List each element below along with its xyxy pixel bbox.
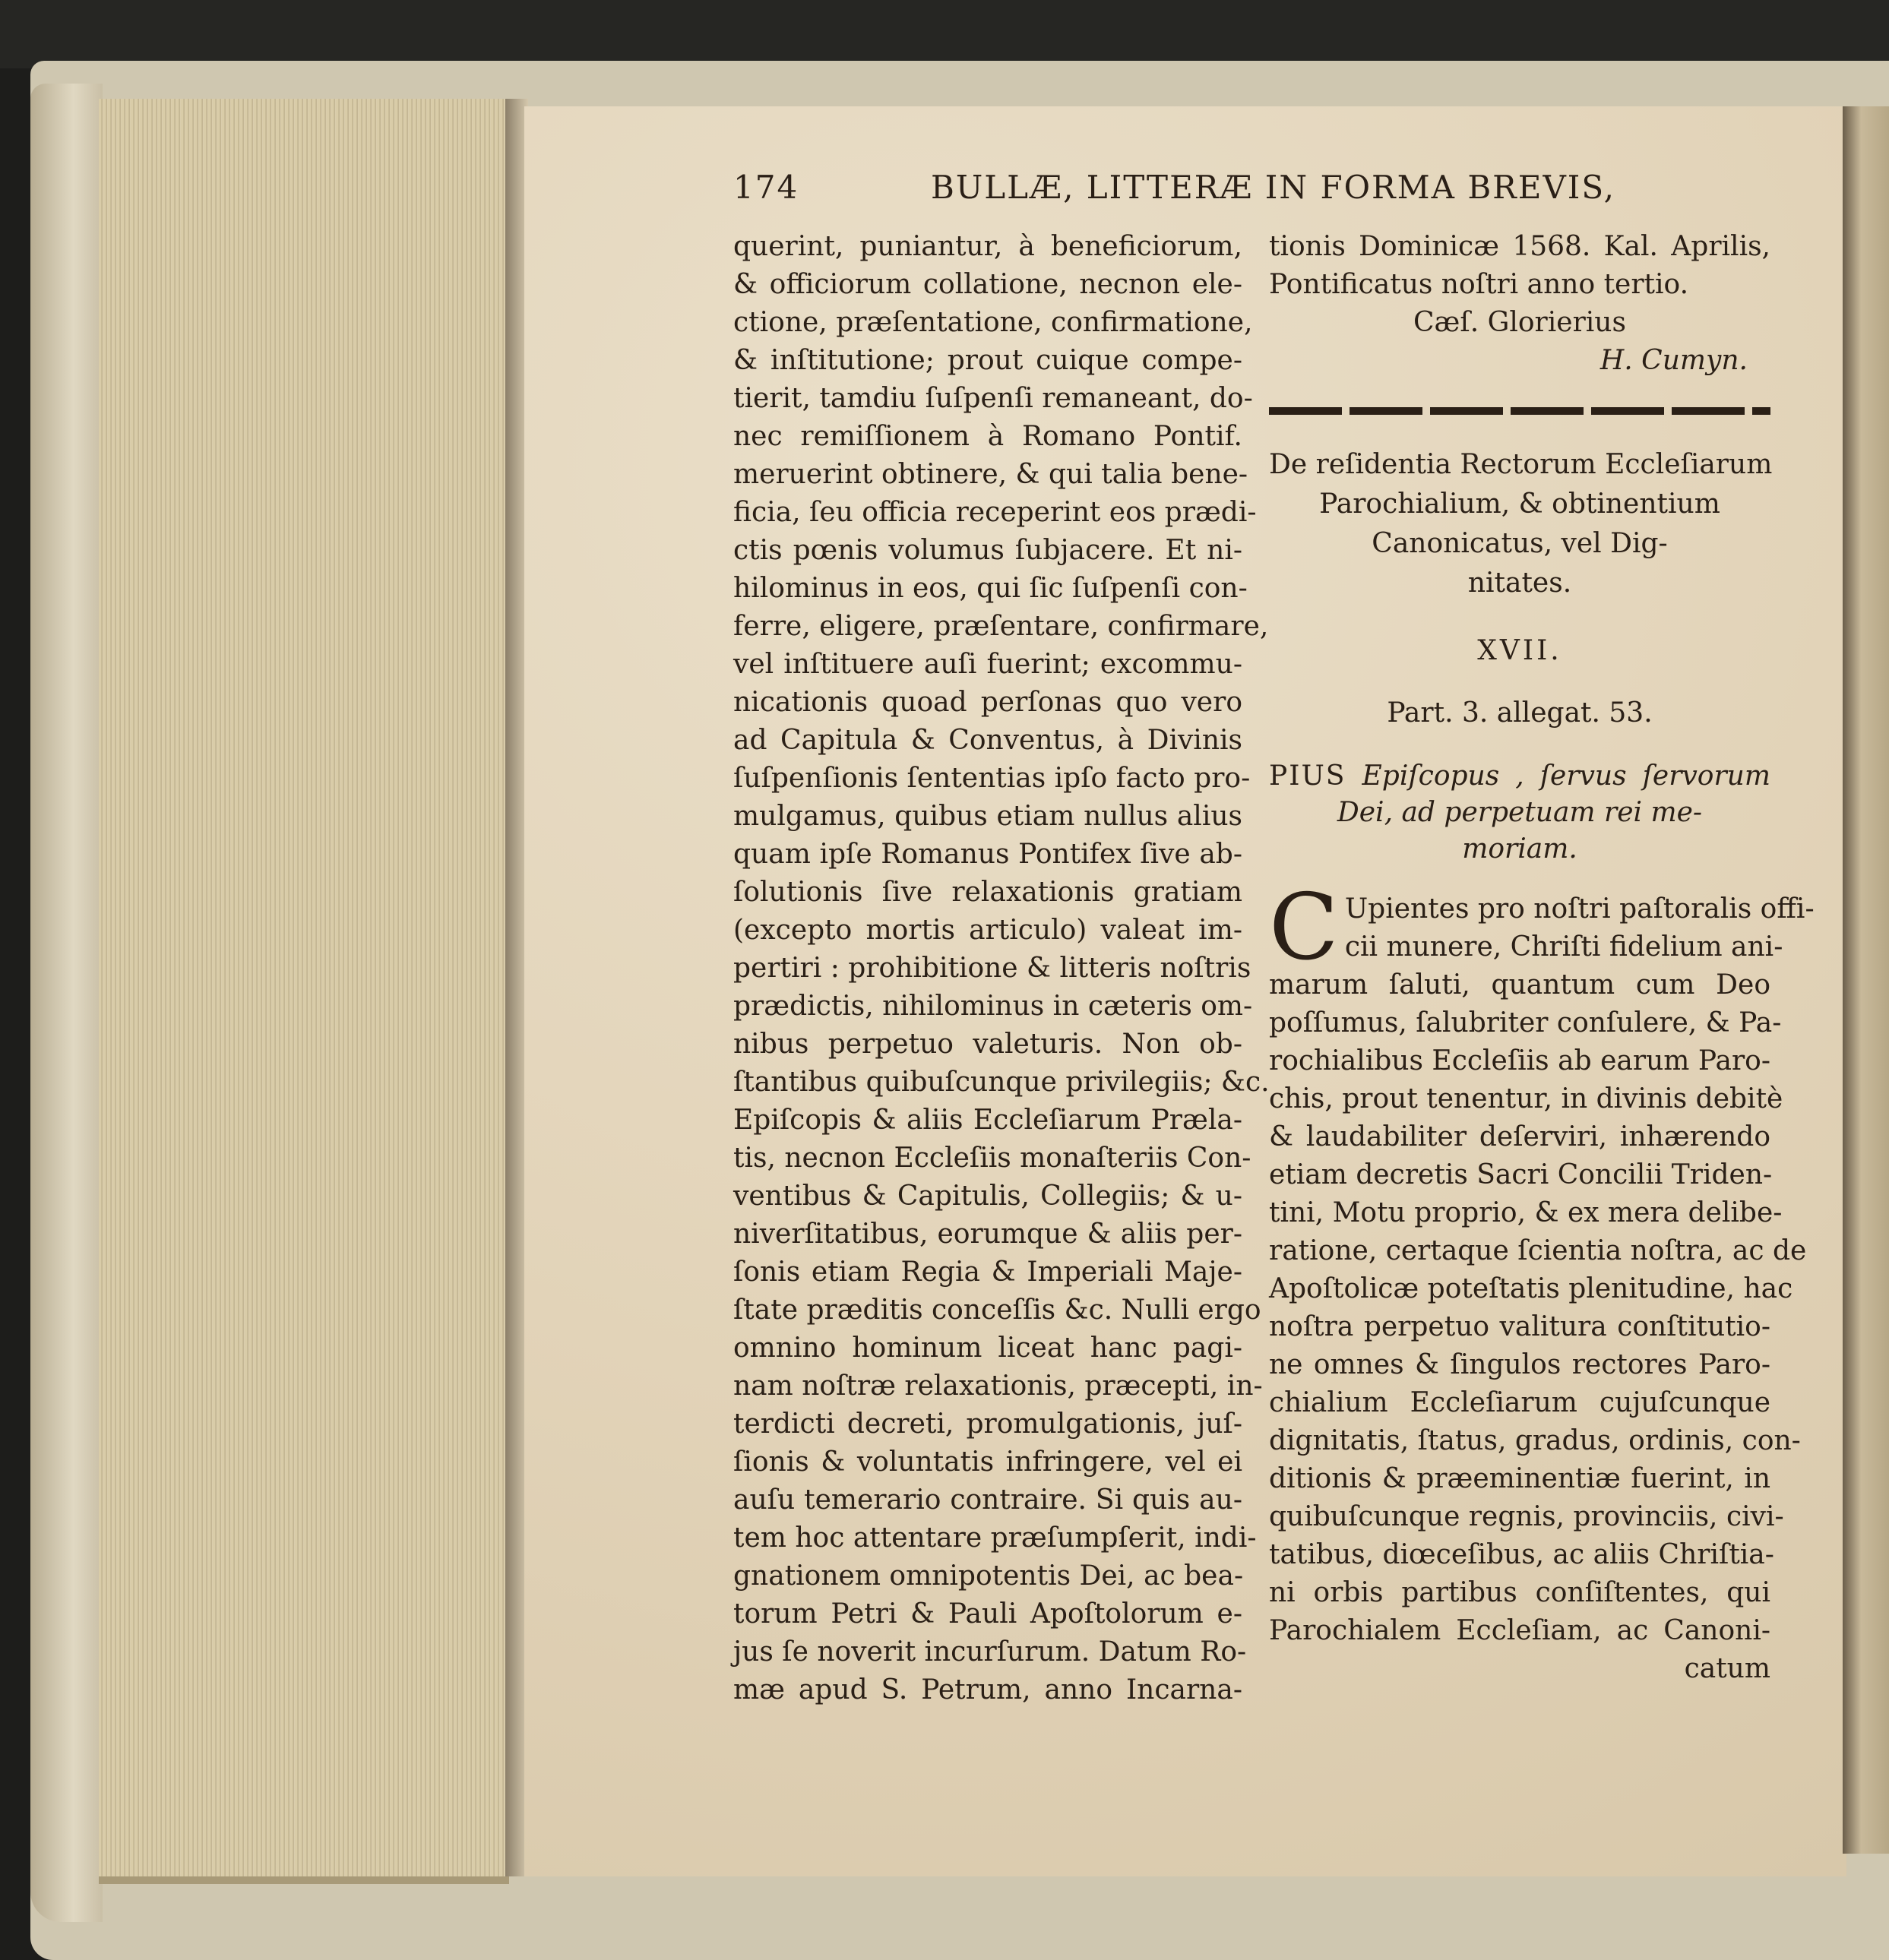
text-line: & laudabiliter deſerviri, inhærendo (1269, 1121, 1770, 1152)
text-line: niverſitatibus, eorumque & aliis per- (733, 1219, 1242, 1250)
page-edges (99, 99, 509, 1884)
facing-page-edge (1843, 106, 1889, 1854)
text-line: ſtantibus quibuſcunque privilegiis; &c. (733, 1067, 1270, 1098)
text-line: Pontificatus noſtri anno tertio. (1269, 269, 1689, 300)
text-line: nec remiſſionem à Romano Pontif. (733, 421, 1242, 452)
text-line: marum ſaluti, quantum cum Deo (1269, 969, 1770, 1001)
text-line: Epiſcopis & aliis Eccleſiarum Præla- (733, 1105, 1242, 1136)
text-line: chialium Eccleſiarum cujuſcunque (1269, 1387, 1770, 1418)
text-line: dignitatis, ſtatus, gradus, ordinis, con- (1269, 1425, 1801, 1456)
text-line: cii munere, Chriſti fidelium ani- (1344, 931, 1783, 963)
backdrop (0, 0, 1889, 68)
running-head-title: BULLÆ, LITTERÆ IN FORMA BREVIS, (931, 169, 1616, 206)
text-line: ctione, præſentatione, confirmatione, (733, 307, 1253, 338)
text-line: tini, Motu proprio, & ex mera delibe- (1269, 1197, 1783, 1228)
bull-intitulation (1269, 758, 1770, 868)
text-line: & officiorum collatione, necnon ele- (733, 269, 1242, 300)
text-line: (excepto mortis articulo) valeat im- (733, 915, 1242, 946)
section-title (1269, 445, 1773, 603)
text-line: pertiri : prohibitione & litteris noſtris (733, 953, 1251, 984)
text-line: nam noſtræ relaxationis, præcepti, in- (733, 1370, 1263, 1402)
text-line: ditionis & præeminentiæ fuerint, in (1269, 1463, 1770, 1494)
text-line: tis, necnon Eccleſiis monaſteriis Con- (733, 1143, 1251, 1174)
text-line: ficia, ſeu officia receperint eos prædi- (733, 497, 1257, 528)
text-line: etiam decretis Sacri Concilii Triden- (1269, 1159, 1773, 1190)
text-line: chis, prout tenentur, in divinis debitè (1269, 1083, 1783, 1114)
bull-body (1269, 875, 1815, 1688)
page-number: 174 (733, 169, 799, 206)
text-line: vel inſtituere auſi fuerint; excommu- (733, 649, 1242, 680)
section-title-line: Canonicatus, vel Dig- (1372, 528, 1668, 559)
text-line: poſſumus, ſalubriter conſulere, & Pa- (1269, 1007, 1782, 1038)
text-line: ſionis & voluntatis infringere, vel ei (733, 1446, 1242, 1478)
text-line: noſtra perpetuo valitura conſtitutio- (1269, 1311, 1770, 1342)
text-line: ad Capitula & Conventus, à Divinis (733, 725, 1242, 756)
text-line: ne omnes & ſingulos rectores Paro- (1269, 1349, 1770, 1380)
text-line: tatibus, diœceſibus, ac aliis Chriſtia- (1269, 1539, 1774, 1570)
text-line: tierit, tamdiu ſuſpenſi remaneant, do- (733, 383, 1253, 414)
text-line: gnationem omnipotentis Dei, ac bea- (733, 1560, 1244, 1592)
text-line: ſuſpenſionis ſententias ipſo facto pro- (733, 763, 1251, 794)
text-line: quibuſcunque regnis, provinciis, civi- (1269, 1501, 1784, 1532)
intitulation-line-3: moriam. (1462, 833, 1577, 865)
text-line: ni orbis partibus conſiſtentes, qui (1269, 1577, 1770, 1608)
section-title-line: nitates. (1467, 567, 1572, 599)
right-column (1269, 228, 1815, 1688)
text-line: mulgamus, quibus etiam nullus alius (733, 801, 1242, 832)
text-line: querint, puniantur, à beneficiorum, (733, 231, 1242, 262)
text-line: Apoſtolicæ poteſtatis plenitudine, hac (1269, 1273, 1793, 1304)
text-line: meruerint obtinere, & qui talia bene- (733, 459, 1248, 490)
text-line: ratione, certaque ſcientia noſtra, ac de (1269, 1235, 1807, 1266)
text-line: mæ apud S. Petrum, anno Incarna- (733, 1674, 1242, 1706)
allegation-reference: Part. 3. allegat. 53. (1387, 697, 1653, 729)
left-column (733, 228, 1270, 1709)
text-line: ſolutionis ſive relaxationis gratiam (733, 877, 1242, 908)
text-line: nicationis quoad perſonas quo vero (733, 687, 1242, 718)
text-line: jus ſe noverit incurſurum. Datum Ro- (733, 1636, 1247, 1668)
pope-name: PIUS (1269, 760, 1346, 792)
book-spine (30, 84, 103, 1922)
section-number: XVII. (1477, 635, 1562, 666)
text-line: torum Petri & Pauli Apoſtolorum e- (733, 1598, 1242, 1630)
text-line: omnino hominum liceat hanc pagi- (733, 1332, 1242, 1364)
text-line: ſonis etiam Regia & Imperiali Maje- (733, 1257, 1242, 1288)
intitulation-line-2: Dei, ad perpetuam rei me- (1337, 797, 1703, 828)
text-line: hilominus in eos, qui ſic ſuſpenſi con- (733, 573, 1248, 604)
text-line: tem hoc attentare præſumpſerit, indi- (733, 1522, 1257, 1554)
text-line: terdicti decreti, promulgationis, juſ- (733, 1408, 1242, 1440)
text-line: ferre, eligere, præſentare, confirmare, (733, 611, 1269, 642)
signature-cumyn: H. Cumyn. (1599, 345, 1748, 376)
text-line: Parochialem Eccleſiam, ac Canoni- (1269, 1615, 1770, 1646)
text-line: prædictis, nihilominus in cæteris om- (733, 991, 1253, 1022)
text-line: nibus perpetuo valeturis. Non ob- (733, 1029, 1242, 1060)
intitulation-text: Epiſcopus , ſervus ſervorum (1362, 760, 1770, 792)
text-line: ctis pœnis volumus ſubjacere. Et ni- (733, 535, 1242, 566)
text-line: rochialibus Eccleſiis ab earum Paro- (1269, 1045, 1770, 1076)
section-divider (1269, 407, 1770, 415)
text-line: & inſtitutione; prout cuique compe- (733, 345, 1242, 376)
signature-glorierius: Cæſ. Glorierius (1413, 307, 1626, 338)
text-line: auſu temerario contraire. Si quis au- (733, 1484, 1242, 1516)
text-line: ventibus & Capitulis, Collegiis; & u- (733, 1181, 1242, 1212)
text-line: tionis Dominicæ 1568. Kal. Aprilis, (1269, 231, 1770, 262)
drop-cap: C (1269, 875, 1339, 981)
running-head (733, 169, 1616, 214)
section-title-line: De reſidentia Rectorum Eccleſiarum (1269, 449, 1773, 480)
text-line: Upientes pro noſtri paſtoralis offi- (1344, 893, 1815, 925)
text-line: ſtate præditis conceſſis &c. Nulli ergo (733, 1295, 1261, 1326)
intitulation-line-1 (1269, 758, 1770, 795)
section-title-line: Parochialium, & obtinentium (1319, 488, 1720, 520)
text-line: quam ipſe Romanus Pontifex ſive ab- (733, 839, 1242, 870)
catchword: catum (1684, 1653, 1770, 1684)
